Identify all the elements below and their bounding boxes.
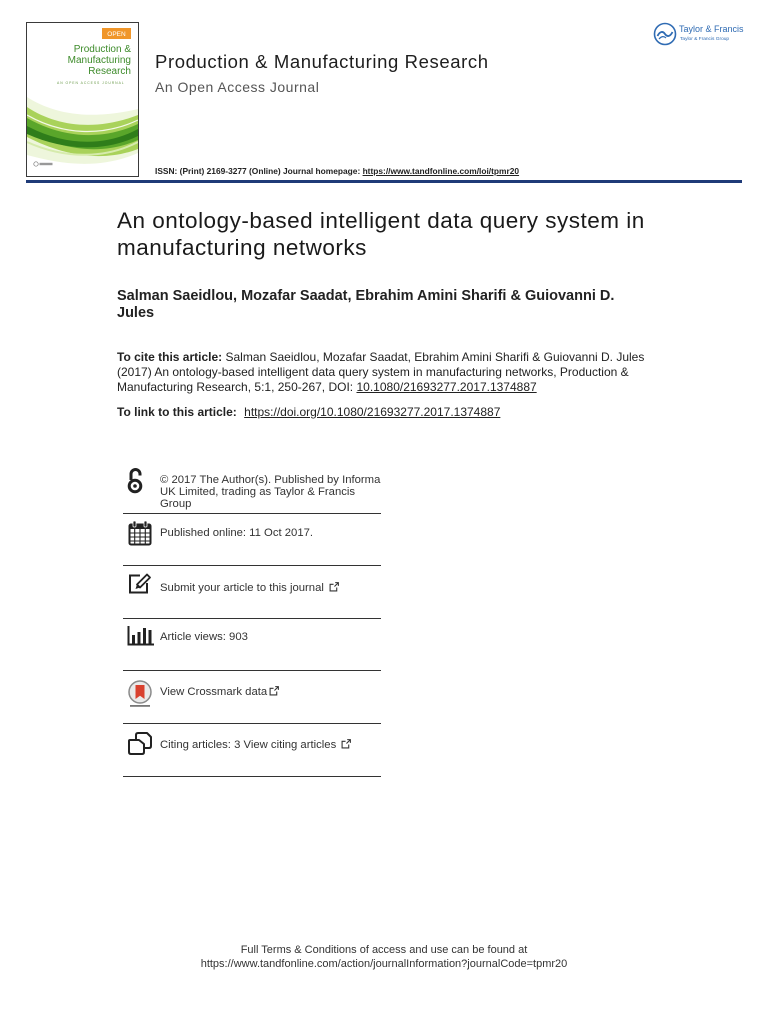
citing-articles-link[interactable] [160,739,351,751]
header-divider [26,180,742,183]
edit-icon[interactable] [128,572,152,594]
footer-terms-text: Full Terms & Conditions of access and use can be found at [240,944,528,956]
journal-cover [26,22,139,177]
journal-subtitle: An Open Access Journal [155,79,320,95]
cover-badge-label: OPEN [107,31,126,39]
external-link-icon[interactable] [269,686,279,696]
cover-journal-title [68,44,131,77]
cover-publisher-logo [34,162,53,166]
citing-articles-icon[interactable] [128,732,152,755]
calendar-icon [128,520,152,546]
citing-articles-label[interactable]: Citing articles: 3 View citing articles [160,739,337,751]
cover-title-line: Research [88,66,131,77]
footer-terms-link[interactable]: https://www.tandfonline.com/action/journalInformation?journalCode=tpmr20 [200,958,568,970]
publisher-name: Taylor & Francis [679,24,744,34]
external-link-icon[interactable] [329,582,339,592]
open-access-icon [125,466,145,494]
info-divider [123,776,381,777]
article-views-text: Article views: 903 [160,631,248,643]
cover-title-line: Production & [73,44,131,55]
citation-block [117,350,662,395]
published-online-text: Published online: 11 Oct 2017. [160,527,314,539]
cover-title-line: Manufacturing [67,55,131,66]
journal-title: Production & Manufacturing Research [155,51,489,72]
article-title: An ontology-based intelligent data query system in manufacturing networks [117,208,645,260]
issn-line [155,166,519,177]
article-link-line [117,405,500,420]
external-link-icon[interactable] [341,739,351,749]
cite-label: To cite this article: [117,350,223,364]
info-divider [123,670,381,671]
citation-text: Salman Saeidlou, Mozafar Saadat, Ebrahim Amini Sharifi & Guiovanni D. Jules (2017) An ontology-based intelligent data query system in manufacturing networks, Production & Manufacturing Research, 5:1, 250-267, DOI: [117,350,645,394]
info-divider [123,513,381,514]
info-divider [123,618,381,619]
citation-doi-link[interactable]: 10.1080/21693277.2017.1374887 [356,380,537,394]
info-divider [123,723,381,724]
article-authors: Salman Saeidlou, Mozafar Saadat, Ebrahim Amini Sharifi & Guiovanni D. Jules [117,288,615,321]
crossmark-icon[interactable] [127,680,153,708]
submit-article-link[interactable] [160,582,339,594]
article-doi-link[interactable]: https://doi.org/10.1080/21693277.2017.1374887 [244,405,501,419]
crossmark-link[interactable] [160,686,279,698]
info-divider [123,565,381,566]
crossmark-label[interactable]: View Crossmark data [160,686,268,698]
submit-article-label[interactable]: Submit your article to this journal [160,582,324,594]
footer [0,943,768,971]
license-text: © 2017 The Author(s). Published by Informa UK Limited, trading as Taylor & Francis Group [160,474,381,510]
bar-chart-icon [127,626,155,646]
cover-tagline: AN OPEN ACCESS JOURNAL [57,81,125,85]
issn-text: ISSN: (Print) 2169-3277 (Online) Journal homepage: [155,166,361,176]
link-label: To link to this article: [117,405,237,419]
publisher-group: Taylor & Francis Group [680,36,730,42]
taylor-francis-logo-icon [653,22,677,46]
journal-homepage-link[interactable]: https://www.tandfonline.com/loi/tpmr20 [362,166,520,176]
